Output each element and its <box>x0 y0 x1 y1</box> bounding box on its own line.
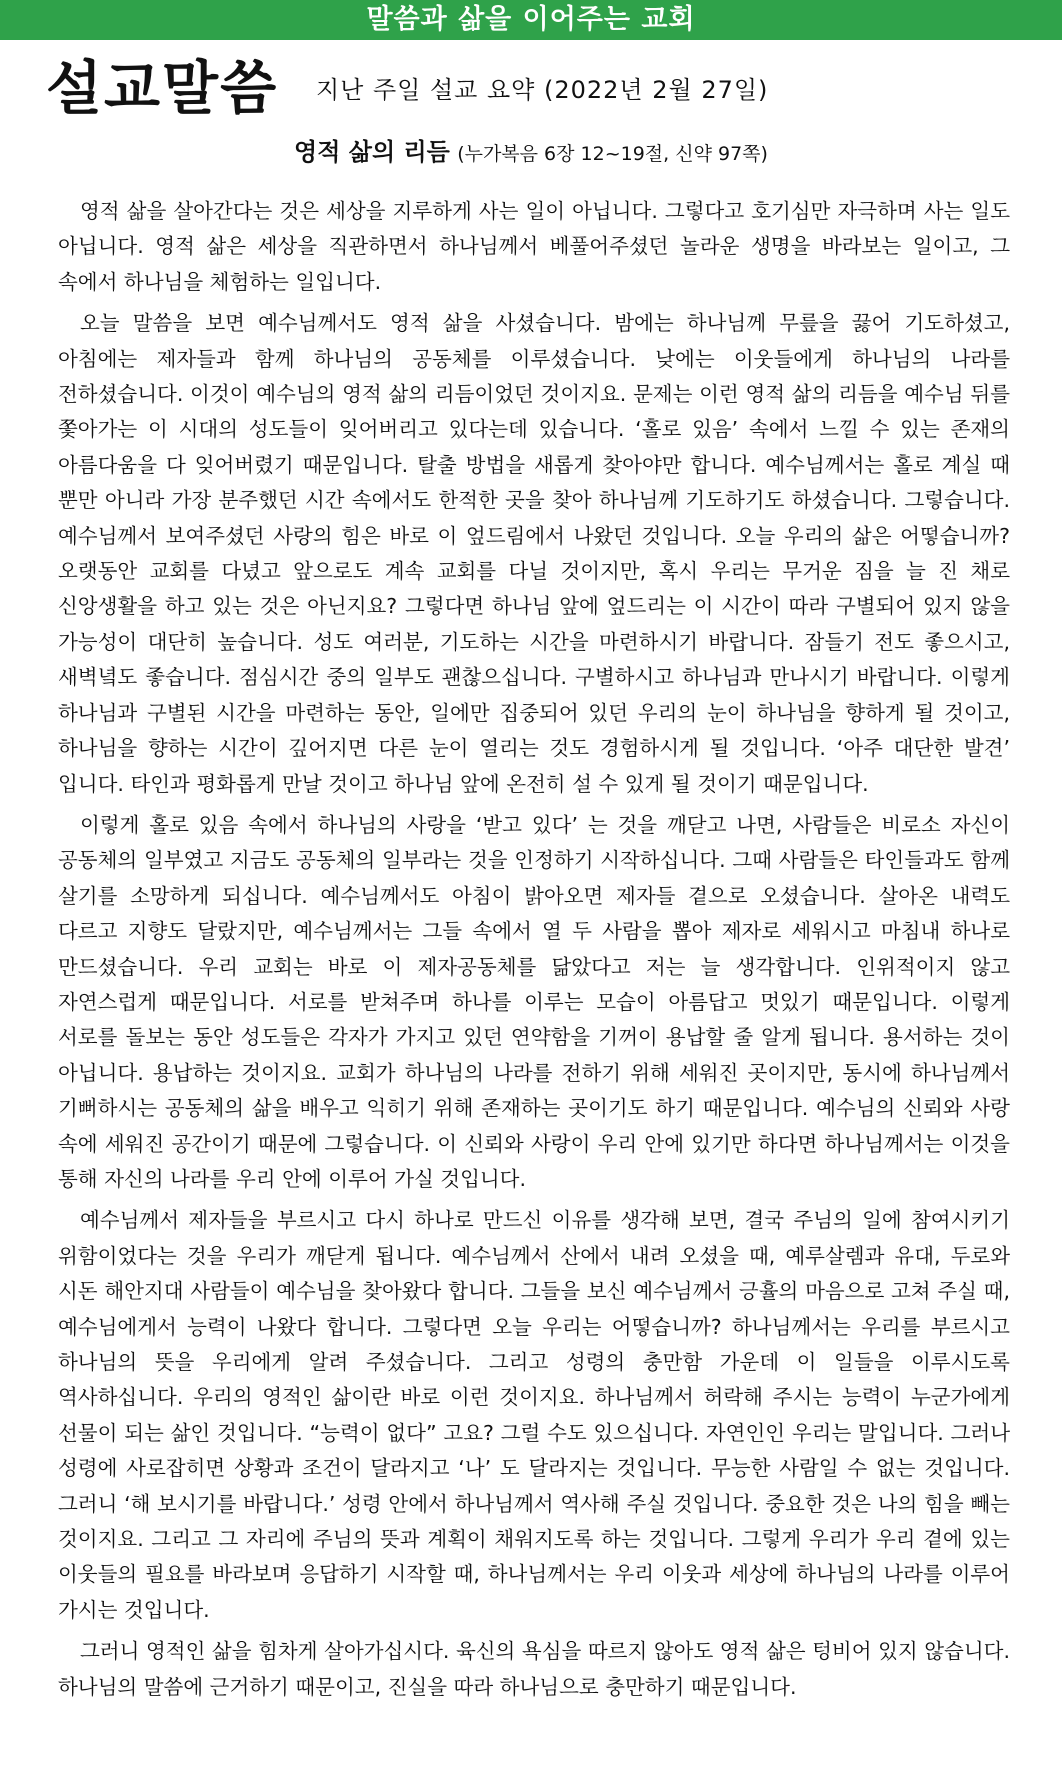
sermon-body <box>58 194 1010 1711</box>
sermon-heading <box>0 136 1062 170</box>
paragraph-3: 이렇게 홀로 있음 속에서 하나님의 사랑을 ‘받고 있다’ 는 것을 깨닫고 나면, 사람들은 비로소 자신이 공동체의 일부였고 지금도 공동체의 일부라는 것을 인정하기 시작하십니다. 그때 사람들은 타인들과도 함께 살기를 소망하게 되십니다. 예수님께서도 아침이 밝아오면 제자들 곁으로 오셨습니다. 살아온 내력도 다르고 지향도 달랐지만, 예수님께서는 그들 속에서 열 두 사람을 뽑아 제자로 세워시고 마침내 하나로 만드셨습니다. 우리 교회는 바로 이 제자공동체를 닮았다고 저는 늘 생각합니다. 인위적이지 않고 자연스럽게 때문입니다. 서로를 받쳐주며 하나를 이루는 모습이 아름답고 멋있기 때문입니다. 이렇게 서로를 돌보는 동안 성도들은 각자가 가지고 있던 연약함을 기꺼이 용납할 줄 알게 됩니다. 용서하는 것이 아닙니다. 용납하는 것이지요. 교회가 하나님의 나라를 전하기 위해 세워진 곳이지만, 동시에 하나님께서 기뻐하시는 공동체의 삶을 배우고 익히기 위해 존재하는 곳이기도 하기 때문입니다. 예수님의 신뢰와 사랑 속에 세워진 공간이기 때문에 그렇습니다. 이 신뢰와 사랑이 우리 안에 있기만 하다면 하나님께서는 이것을 통해 자신의 나라를 우리 안에 이루어 가실 것입니다. <box>58 812 1010 1191</box>
header <box>0 48 1062 128</box>
paragraph-1: 영적 삶을 살아간다는 것은 세상을 지루하게 사는 일이 아닙니다. 그렇다고 호기심만 자극하며 사는 일도 아닙니다. 영적 삶은 세상을 직관하면서 하나님께서 베풀어주셨던 놀라운 생명을 바라보는 일이고, 그 속에서 하나님을 체험하는 일입니다. <box>58 199 1010 294</box>
page-subtitle: 지난 주일 설교 요약 (2022년 2월 27일) <box>316 76 769 104</box>
paragraph-2: 오늘 말씀을 보면 예수님께서도 영적 삶을 사셨습니다. 밤에는 하나님께 무릎을 끓어 기도하셨고, 아침에는 제자들과 함께 하나님의 공동체를 이루셨습니다. 낮에는 이웃들에게 하나님의 나라를 전하셨습니다. 이것이 예수님의 영적 삶의 리듬이었던 것이지요. 문제는 이런 영적 삶의 리듬을 예수님 뒤를 쫓아가는 이 시대의 성도들이 잊어버리고 있다는데 있습니다. ‘홀로 있음’ 속에서 느낄 수 있는 존재의 아름다움을 다 잊어버렸기 때문입니다. 탈출 방법을 새롭게 찾아야만 합니다. 예수님께서는 홀로 계실 때 뿐만 아니라 가장 분주했던 시간 속에서도 한적한 곳을 찾아 하나님께 기도하기도 하셨습니다. 그렇습니다. 예수님께서 보여주셨던 사랑의 힘은 바로 이 엎드림에서 나왔던 것입니다. 오늘 우리의 삶은 어떻습니까? 오랫동안 교회를 다녔고 앞으로도 계속 교회를 다닐 것이지만, 혹시 우리는 무거운 짐을 늘 진 채로 신앙생활을 하고 있는 것은 아닌지요? 그렇다면 하나님 앞에 엎드리는 이 시간이 따라 구별되어 있지 않을 가능성이 대단히 높습니다. 성도 여러분, 기도하는 시간을 마련하시기 바랍니다. 잠들기 전도 좋으시고, 새벽녘도 좋습니다. 점심시간 중의 일부도 괜찮으십니다. 구별하시고 하나님과 만나시기 바랍니다. 이렇게 하나님과 구별된 시간을 마련하는 동안, 일에만 집중되어 있던 우리의 눈이 하나님을 향하게 될 것이고, 하나님을 향하는 시간이 깊어지면 다른 눈이 열리는 것도 경험하시게 될 것입니다. ‘아주 대단한 발견’ 입니다. 타인과 평화롭게 만날 것이고 하나님 앞에 온전히 설 수 있게 될 것이기 때문입니다. <box>58 311 1010 796</box>
paragraph-5: 그러니 영적인 삶을 힘차게 살아가십시다. 육신의 욕심을 따르지 않아도 영적 삶은 텅비어 있지 않습니다. 하나님의 말씀에 근거하기 때문이고, 진실을 따라 하나님으로 충만하기 때문입니다. <box>58 1639 1010 1699</box>
church-banner: 말씀과 삶을 이어주는 교회 <box>0 0 1062 40</box>
paragraph-4: 예수님께서 제자들을 부르시고 다시 하나로 만드신 이유를 생각해 보면, 결국 주님의 일에 참여시키기 위함이었다는 것을 우리가 깨닫게 됩니다. 예수님께서 산에서 내려 오셨을 때, 예루살렘과 유대, 두로와 시돈 해안지대 사람들이 예수님을 찾아왔다 합니다. 그들을 보신 예수님께서 긍휼의 마음으로 고쳐 주실 때, 예수님에게서 능력이 나왔다 합니다. 그렇다면 오늘 우리는 어떻습니까? 하나님께서는 우리를 부르시고 하나님의 뜻을 우리에게 알려 주셨습니다. 그리고 성령의 충만함 가운데 이 일들을 이루시도록 역사하십니다. 우리의 영적인 삶이란 바로 이런 것이지요. 하나님께서 허락해 주시는 능력이 누군가에게 선물이 되는 삶인 것입니다. “능력이 없다” 고요? 그럴 수도 있으십니다. 자연인인 우리는 말입니다. 그러나 성령에 사로잡히면 상황과 조건이 달라지고 ‘나’ 도 달라지는 것입니다. 무능한 사람일 수 없는 것입니다. 그러니 ‘해 보시기를 바랍니다.’ 성령 안에서 하나님께서 역사해 주실 것입니다. 중요한 것은 나의 힘을 빼는 것이지요. 그리고 그 자리에 주님의 뜻과 계획이 채워지도록 하는 것입니다. 그렇게 우리가 우리 곁에 있는 이웃들의 필요를 바라보며 응답하기 시작할 때, 하나님께서는 우리 이웃과 세상에 하나님의 나라를 이루어 가시는 것입니다. <box>58 1208 1010 1622</box>
page-title: 설교말씀 <box>46 54 279 122</box>
sermon-title: 영적 삶의 리듬 <box>294 138 450 166</box>
scripture-reference: (누가복음 6장 12~19절, 신약 97쪽) <box>457 143 768 165</box>
